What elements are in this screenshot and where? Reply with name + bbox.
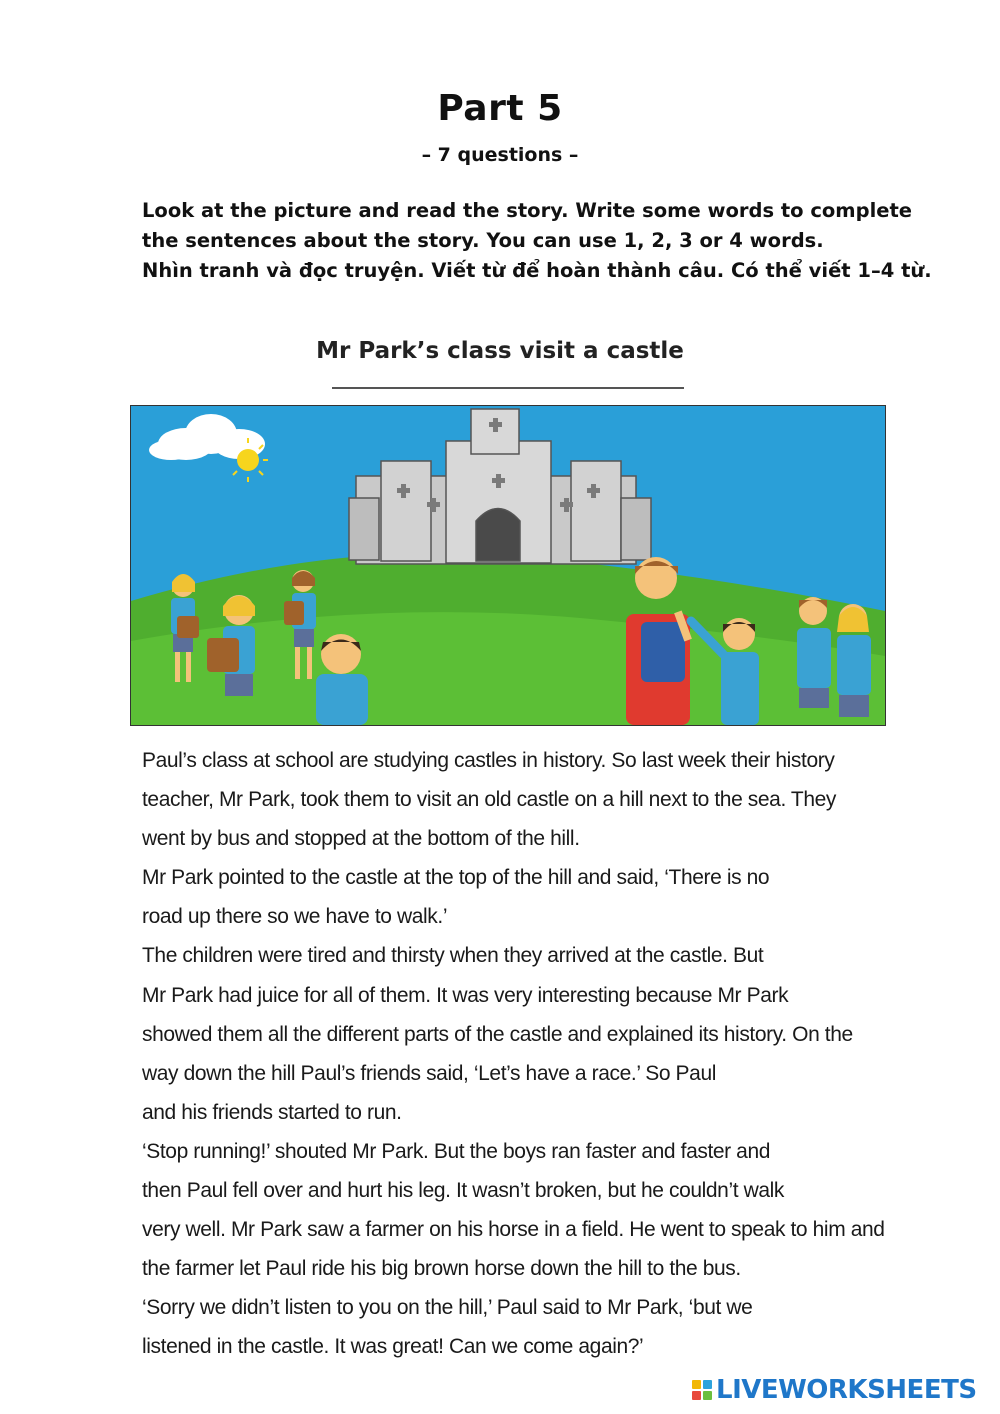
story-line: went by bus and stopped at the bottom of the hill. <box>142 827 580 851</box>
brand-name: LIVEWORKSHEETS <box>716 1375 977 1405</box>
story-line: ‘Sorry we didn’t listen to you on the hill,’ Paul said to Mr Park, ‘but we <box>142 1296 753 1320</box>
story-illustration <box>130 405 886 726</box>
child-figure <box>797 597 831 708</box>
story-line: the farmer let Paul ride his big brown horse down the hill to the bus. <box>142 1257 741 1281</box>
logo-square <box>692 1391 701 1400</box>
story-line: ‘Stop running!’ shouted Mr Park. But the boys ran faster and faster and <box>142 1139 771 1163</box>
instructions <box>142 196 932 286</box>
child-figure <box>316 634 368 725</box>
story-line: Mr Park had juice for all of them. It was very interesting because Mr Park <box>142 983 789 1007</box>
story-line: road up there so we have to walk.’ <box>142 905 448 929</box>
story-line: The children were tired and thirsty when they arrived at the castle. But <box>142 944 764 968</box>
instruction-line: Look at the picture and read the story. Write some words to complete <box>142 199 913 222</box>
child-figure <box>837 604 871 717</box>
logo-square <box>703 1391 712 1400</box>
story-line: Paul’s class at school are studying castles in history. So last week their history <box>142 749 835 772</box>
story-line: very well. Mr Park saw a farmer on his horse in a field. He went to speak to him and <box>142 1218 885 1242</box>
title-underline <box>332 387 684 389</box>
liveworksheets-logo-icon <box>692 1380 712 1400</box>
liveworksheets-logo[interactable] <box>692 1374 977 1406</box>
story-line: teacher, Mr Park, took them to visit an old castle on a hill next to the sea. They <box>142 788 837 812</box>
story-line: and his friends started to run. <box>142 1100 402 1124</box>
story-line: listened in the castle. It was great! Can we come again?’ <box>142 1335 644 1359</box>
story-line: showed them all the different parts of the castle and explained its history. On the <box>142 1022 853 1046</box>
logo-square <box>692 1380 701 1389</box>
question-count: – 7 questions – <box>421 144 579 166</box>
story-text <box>142 741 902 1367</box>
page-title: Part 5 <box>437 88 563 129</box>
instruction-line: the sentences about the story. You can use 1, 2, 3 or 4 words. <box>142 229 824 252</box>
logo-square <box>703 1380 712 1389</box>
story-line: then Paul fell over and hurt his leg. It wasn’t broken, but he couldn’t walk <box>142 1179 784 1203</box>
story-line: Mr Park pointed to the castle at the top of the hill and said, ‘There is no <box>142 866 770 890</box>
instruction-line: Nhìn tranh và đọc truyện. Viết từ để hoàn thành câu. Có thể viết 1–4 từ. <box>142 259 932 282</box>
story-line: way down the hill Paul’s friends said, ‘Let’s have a race.’ So Paul <box>142 1061 716 1085</box>
story-title: Mr Park’s class visit a castle <box>316 338 684 364</box>
